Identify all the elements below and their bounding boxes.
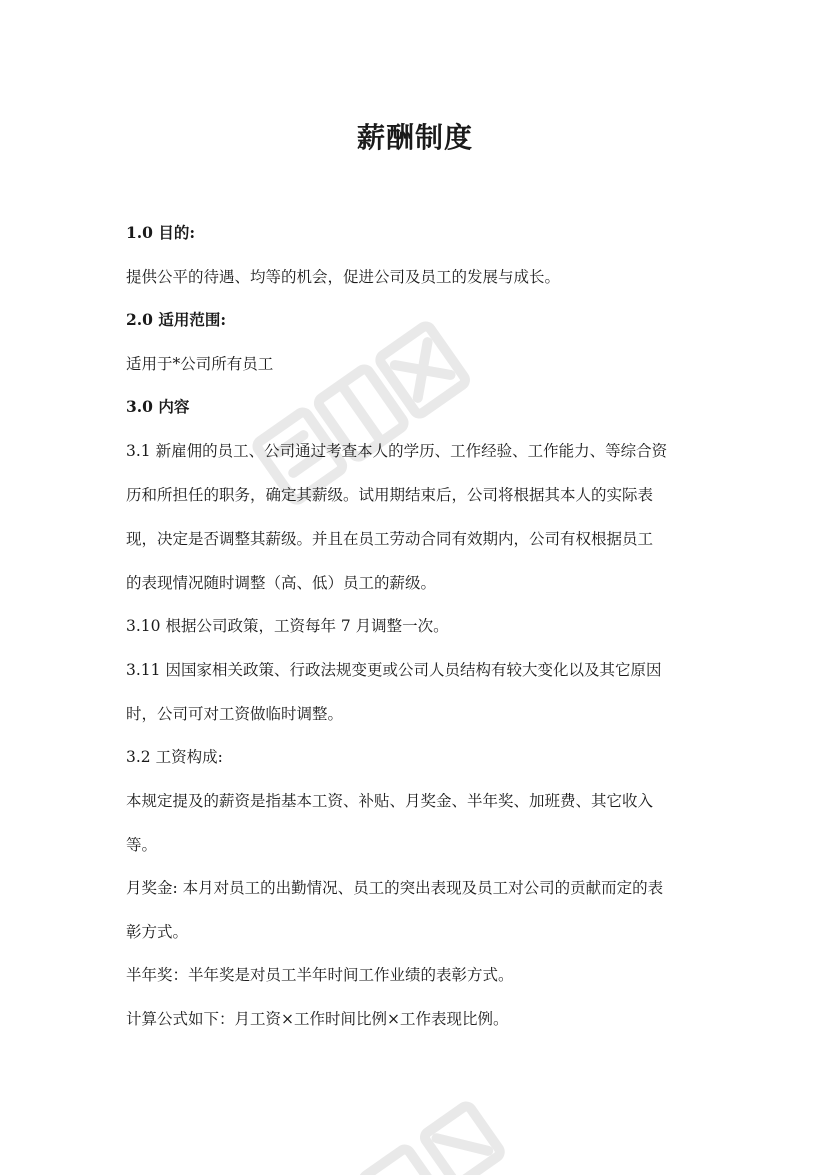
- document-title: 薪酬制度: [356, 121, 473, 154]
- watermark-logo-partial: [340, 1095, 520, 1175]
- paragraph-line: 适用于*公司所有员工: [126, 355, 274, 373]
- paragraph-line: 提供公平的待遇、均等的机会，促进公司及员工的发展与成长。: [126, 268, 561, 286]
- paragraph-line: 本规定提及的薪资是指基本工资、补贴、月奖金、半年奖、加班费、其它收入: [126, 792, 654, 810]
- paragraph-line: 的表现情况随时调整（高、低）员工的薪级。: [126, 574, 437, 592]
- paragraph-line: 等。: [126, 836, 158, 854]
- paragraph-line: 3.10 根据公司政策，工资每年 7 月调整一次。: [126, 617, 449, 635]
- paragraph-line: 计算公式如下：月工资×工作时间比例×工作表现比例。: [126, 1010, 509, 1028]
- paragraph-line: 月奖金: 本月对员工的出勤情况、员工的突出表现及员工对公司的贡献而定的表: [126, 879, 664, 897]
- paragraph-line: 3.11 因国家相关政策、行政法规变更或公司人员结构有较大变化以及其它原因: [126, 661, 662, 679]
- section-heading-purpose: 1.0 目的:: [126, 223, 196, 242]
- paragraph-line: 3.2 工资构成:: [126, 748, 223, 766]
- paragraph-line: 历和所担任的职务，确定其薪级。试用期结束后，公司将根据其本人的实际表: [126, 486, 654, 504]
- paragraph-line: 半年奖：半年奖是对员工半年时间工作业绩的表彰方式。: [126, 966, 514, 984]
- paragraph-line: 3.1 新雇佣的员工、公司通过考查本人的学历、工作经验、工作能力、等综合资: [126, 442, 668, 460]
- paragraph-line: 彰方式。: [126, 923, 189, 941]
- section-heading-content: 3.0 内容: [126, 397, 190, 416]
- paragraph-line: 现，决定是否调整其薪级。并且在员工劳动合同有效期内，公司有权根据员工: [126, 530, 654, 548]
- document-body: [126, 222, 716, 1030]
- section-heading-scope: 2.0 适用范围:: [126, 310, 227, 329]
- paragraph-line: 时，公司可对工资做临时调整。: [126, 705, 344, 723]
